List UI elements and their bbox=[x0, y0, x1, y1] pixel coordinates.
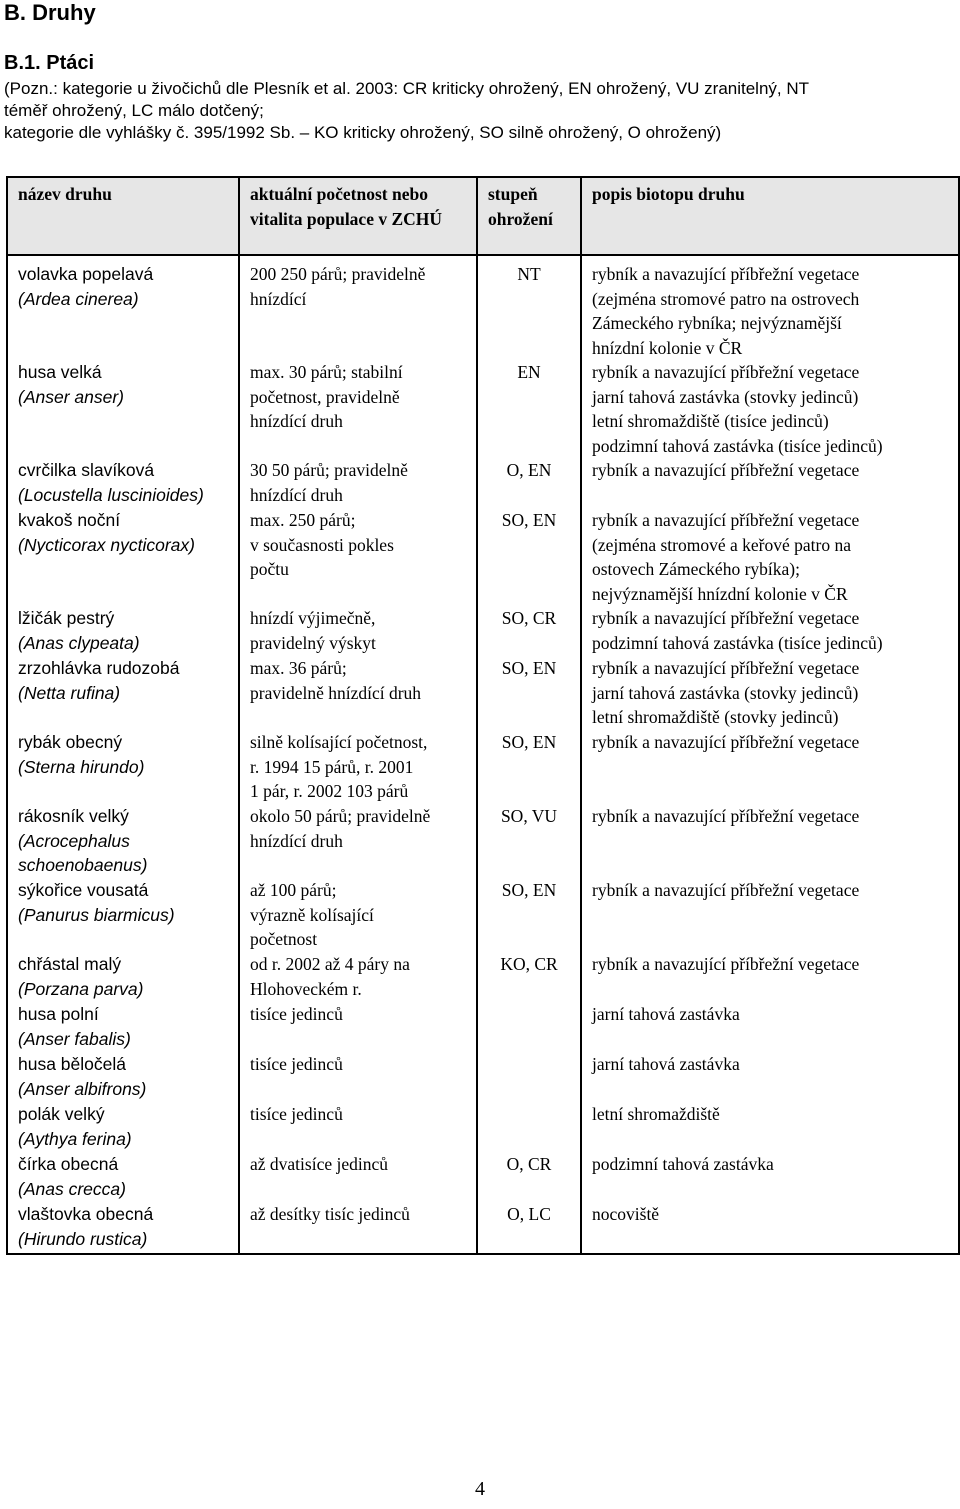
status-cell bbox=[477, 730, 581, 804]
biotope-line: nocoviště bbox=[592, 1204, 660, 1224]
table-row bbox=[7, 1002, 959, 1052]
species-name: zrzohlávka rudozobá bbox=[18, 658, 180, 678]
species-cell bbox=[7, 1152, 239, 1202]
biotope-line: letní shromaždiště (tisíce jedinců) bbox=[592, 411, 829, 431]
abundance-cell bbox=[239, 656, 477, 730]
status-value: SO, EN bbox=[501, 658, 557, 678]
page-number: 4 bbox=[475, 1478, 485, 1500]
status-cell bbox=[477, 606, 581, 656]
species-name: kvakoš noční bbox=[18, 510, 121, 530]
status-cell bbox=[477, 656, 581, 730]
status-cell bbox=[477, 458, 581, 508]
column-header-biotope: popis biotopu druhu bbox=[581, 177, 959, 255]
table-row bbox=[7, 1152, 959, 1202]
species-latin-name: (Anser anser) bbox=[18, 386, 125, 407]
table-row bbox=[7, 730, 959, 804]
status-value: SO, VU bbox=[500, 806, 558, 826]
abundance-line: 1 pár, r. 2002 103 párů bbox=[250, 781, 409, 801]
biotope-line: (zejména stromové patro na ostrovech bbox=[592, 288, 860, 309]
category-note bbox=[4, 78, 954, 144]
species-cell bbox=[7, 458, 239, 508]
abundance-cell bbox=[239, 804, 477, 878]
biotope-cell bbox=[581, 458, 959, 508]
biotope-line: rybník a navazující příbřežní vegetace bbox=[592, 362, 860, 382]
biotope-cell bbox=[581, 606, 959, 656]
table-body bbox=[7, 255, 959, 1254]
column-header-status: stupeň ohrožení bbox=[477, 177, 581, 255]
table-header-row bbox=[7, 177, 959, 255]
table-row bbox=[7, 952, 959, 1002]
species-latin-name: (Anas crecca) bbox=[18, 1178, 126, 1199]
biotope-line: Zámeckého rybníka; nejvýznamější bbox=[592, 313, 842, 333]
status-cell bbox=[477, 1152, 581, 1202]
abundance-cell bbox=[239, 606, 477, 656]
table-row bbox=[7, 1052, 959, 1102]
species-cell bbox=[7, 1052, 239, 1102]
table-row bbox=[7, 508, 959, 606]
biotope-line: ostovech Zámeckého rybíka); bbox=[592, 559, 800, 579]
abundance-cell bbox=[239, 1002, 477, 1052]
table-row bbox=[7, 1202, 959, 1254]
table-row bbox=[7, 1102, 959, 1152]
species-name: vlaštovka obecná bbox=[18, 1204, 154, 1224]
species-latin-name: (Anser fabalis) bbox=[18, 1028, 131, 1049]
abundance-line: silně kolísající početnost, bbox=[250, 732, 428, 752]
species-cell bbox=[7, 952, 239, 1002]
species-latin-name: (Anser albifrons) bbox=[18, 1078, 147, 1099]
species-name: polák velký bbox=[18, 1104, 105, 1124]
abundance-line: výrazně kolísající bbox=[250, 904, 374, 925]
abundance-line: hnízdí výjimečně, bbox=[250, 608, 376, 628]
species-cell bbox=[7, 1002, 239, 1052]
abundance-cell bbox=[239, 458, 477, 508]
biotope-cell bbox=[581, 1002, 959, 1052]
species-name: rákosník velký bbox=[18, 806, 129, 826]
biotope-cell bbox=[581, 730, 959, 804]
status-cell bbox=[477, 1102, 581, 1152]
abundance-line: až dvatisíce jedinců bbox=[250, 1154, 388, 1174]
status-value: SO, EN bbox=[501, 510, 557, 530]
abundance-cell bbox=[239, 1152, 477, 1202]
biotope-line: letní shromaždiště (stovky jedinců) bbox=[592, 707, 839, 727]
biotope-cell bbox=[581, 952, 959, 1002]
abundance-line: počtu bbox=[250, 559, 289, 579]
status-cell bbox=[477, 1052, 581, 1102]
species-cell bbox=[7, 804, 239, 878]
abundance-line: tisíce jedinců bbox=[250, 1004, 343, 1024]
species-latin-name: (Anas clypeata) bbox=[18, 632, 140, 653]
status-value: O, CR bbox=[506, 1154, 552, 1174]
note-line-2: téměř ohrožený, LC málo dotčený; bbox=[4, 101, 264, 120]
subsection-heading: B.1. Ptáci bbox=[4, 52, 95, 74]
species-latin-name: (Hirundo rustica) bbox=[18, 1228, 148, 1249]
abundance-line: Hlohoveckém r. bbox=[250, 978, 362, 999]
species-name: rybák obecný bbox=[18, 732, 123, 752]
species-name: husa velká bbox=[18, 362, 102, 382]
abundance-cell bbox=[239, 360, 477, 458]
biotope-line: (zejména stromové a keřové patro na bbox=[592, 534, 851, 555]
abundance-cell bbox=[239, 1102, 477, 1152]
biotope-cell bbox=[581, 1152, 959, 1202]
biotope-line: rybník a navazující příbřežní vegetace bbox=[592, 732, 860, 752]
abundance-cell bbox=[239, 952, 477, 1002]
species-latin-name: (Locustella luscinioides) bbox=[18, 484, 204, 505]
species-cell bbox=[7, 656, 239, 730]
biotope-line: jarní tahová zastávka (stovky jedinců) bbox=[592, 682, 859, 703]
species-name: chřástal malý bbox=[18, 954, 122, 974]
status-value: O, LC bbox=[507, 1204, 551, 1224]
abundance-line: tisíce jedinců bbox=[250, 1104, 343, 1124]
abundance-line: 200 250 párů; pravidelně bbox=[250, 264, 426, 284]
biotope-line: rybník a navazující příbřežní vegetace bbox=[592, 880, 860, 900]
status-value: SO, EN bbox=[501, 732, 557, 752]
biotope-line: podzimní tahová zastávka bbox=[592, 1154, 774, 1174]
species-cell bbox=[7, 606, 239, 656]
biotope-cell bbox=[581, 1052, 959, 1102]
abundance-line: max. 36 párů; bbox=[250, 658, 347, 678]
species-latin-name: (Netta rufina) bbox=[18, 682, 121, 703]
species-latin-name: (Aythya ferina) bbox=[18, 1128, 132, 1149]
biotope-cell bbox=[581, 1102, 959, 1152]
column-header-abundance: aktuální početnost nebo vitalita populace v ZCHÚ bbox=[239, 177, 477, 255]
species-name: cvrčilka slavíková bbox=[18, 460, 155, 480]
status-value: EN bbox=[517, 362, 541, 382]
abundance-line: 30 50 párů; pravidelně bbox=[250, 460, 408, 480]
abundance-line: okolo 50 párů; pravidelně bbox=[250, 806, 431, 826]
column-header-species: název druhu bbox=[7, 177, 239, 255]
biotope-line: letní shromaždiště bbox=[592, 1104, 720, 1124]
species-name: lžičák pestrý bbox=[18, 608, 115, 628]
species-cell bbox=[7, 1102, 239, 1152]
biotope-line: jarní tahová zastávka bbox=[592, 1054, 740, 1074]
biotope-cell bbox=[581, 878, 959, 952]
abundance-line: početnost, pravidelně bbox=[250, 386, 400, 407]
status-value: NT bbox=[517, 264, 541, 284]
biotope-line: rybník a navazující příbřežní vegetace bbox=[592, 510, 860, 530]
abundance-line: v současnosti pokles bbox=[250, 534, 394, 555]
status-cell bbox=[477, 1002, 581, 1052]
biotope-line: hnízdní kolonie v ČR bbox=[592, 337, 743, 358]
species-name: husa běločelá bbox=[18, 1054, 126, 1074]
abundance-line: hnízdící bbox=[250, 288, 307, 309]
abundance-cell bbox=[239, 730, 477, 804]
status-value: SO, CR bbox=[501, 608, 557, 628]
biotope-line: rybník a navazující příbřežní vegetace bbox=[592, 460, 860, 480]
abundance-line: až 100 párů; bbox=[250, 880, 337, 900]
status-value: SO, EN bbox=[501, 880, 557, 900]
species-cell bbox=[7, 508, 239, 606]
species-cell bbox=[7, 878, 239, 952]
biotope-line: rybník a navazující příbřežní vegetace bbox=[592, 806, 860, 826]
abundance-cell bbox=[239, 1202, 477, 1254]
abundance-line: hnízdící druh bbox=[250, 484, 343, 505]
species-cell bbox=[7, 360, 239, 458]
table-row bbox=[7, 360, 959, 458]
biotope-line: rybník a navazující příbřežní vegetace bbox=[592, 954, 860, 974]
biotope-cell bbox=[581, 255, 959, 360]
abundance-cell bbox=[239, 255, 477, 360]
biotope-cell bbox=[581, 508, 959, 606]
table-row bbox=[7, 804, 959, 878]
biotope-line: podzimní tahová zastávka (tisíce jedinců) bbox=[592, 632, 883, 653]
species-latin-name: (Ardea cinerea) bbox=[18, 288, 139, 309]
biotope-cell bbox=[581, 804, 959, 878]
biotope-cell bbox=[581, 656, 959, 730]
table-row bbox=[7, 606, 959, 656]
species-name: volavka popelavá bbox=[18, 264, 154, 284]
status-cell bbox=[477, 508, 581, 606]
biotope-line: jarní tahová zastávka bbox=[592, 1004, 740, 1024]
abundance-line: r. 1994 15 párů, r. 2001 bbox=[250, 756, 414, 777]
biotope-line: jarní tahová zastávka (stovky jedinců) bbox=[592, 386, 859, 407]
species-cell bbox=[7, 255, 239, 360]
abundance-line: hnízdící druh bbox=[250, 830, 343, 851]
species-latin-name: (Sterna hirundo) bbox=[18, 756, 145, 777]
biotope-cell bbox=[581, 360, 959, 458]
note-line-1: (Pozn.: kategorie u živočichů dle Plesník et al. 2003: CR kriticky ohrožený, EN ohrožený, VU zranitelný, NT bbox=[4, 79, 810, 98]
species-table bbox=[6, 176, 960, 1255]
species-latin-name: (Nycticorax nycticorax) bbox=[18, 534, 195, 555]
abundance-cell bbox=[239, 878, 477, 952]
abundance-line: max. 30 párů; stabilní bbox=[250, 362, 403, 382]
abundance-line: početnost bbox=[250, 929, 318, 949]
abundance-cell bbox=[239, 508, 477, 606]
status-cell bbox=[477, 1202, 581, 1254]
species-name: čírka obecná bbox=[18, 1154, 119, 1174]
species-cell bbox=[7, 730, 239, 804]
abundance-cell bbox=[239, 1052, 477, 1102]
status-value: O, EN bbox=[506, 460, 552, 480]
table-row bbox=[7, 878, 959, 952]
biotope-line: nejvýznamější hnízdní kolonie v ČR bbox=[592, 583, 848, 604]
species-name: sýkořice vousatá bbox=[18, 880, 149, 900]
table-row bbox=[7, 255, 959, 360]
status-cell bbox=[477, 952, 581, 1002]
note-line-3: kategorie dle vyhlášky č. 395/1992 Sb. – KO kriticky ohrožený, SO silně ohrožený, O ohrožený) bbox=[4, 123, 722, 142]
biotope-cell bbox=[581, 1202, 959, 1254]
table-row bbox=[7, 458, 959, 508]
biotope-line: rybník a navazující příbřežní vegetace bbox=[592, 658, 860, 678]
biotope-line: podzimní tahová zastávka (tisíce jedinců) bbox=[592, 435, 883, 456]
abundance-line: pravidelný výskyt bbox=[250, 632, 376, 653]
species-cell bbox=[7, 1202, 239, 1254]
species-name: husa polní bbox=[18, 1004, 99, 1024]
abundance-line: až desítky tisíc jedinců bbox=[250, 1204, 410, 1224]
species-latin-name: (Panurus biarmicus) bbox=[18, 904, 175, 925]
biotope-line: rybník a navazující příbřežní vegetace bbox=[592, 608, 860, 628]
status-cell bbox=[477, 878, 581, 952]
table-row bbox=[7, 656, 959, 730]
status-cell bbox=[477, 360, 581, 458]
status-cell bbox=[477, 804, 581, 878]
abundance-line: hnízdící druh bbox=[250, 411, 343, 431]
status-cell bbox=[477, 255, 581, 360]
species-latin-name: (Porzana parva) bbox=[18, 978, 144, 999]
species-latin-name: (Acrocephalus schoenobaenus) bbox=[18, 830, 148, 875]
abundance-line: max. 250 párů; bbox=[250, 510, 356, 530]
section-heading: B. Druhy bbox=[4, 0, 96, 25]
abundance-line: pravidelně hnízdící druh bbox=[250, 682, 422, 703]
biotope-line: rybník a navazující příbřežní vegetace bbox=[592, 264, 860, 284]
status-value: KO, CR bbox=[500, 954, 558, 974]
abundance-line: od r. 2002 až 4 páry na bbox=[250, 954, 410, 974]
abundance-line: tisíce jedinců bbox=[250, 1054, 343, 1074]
